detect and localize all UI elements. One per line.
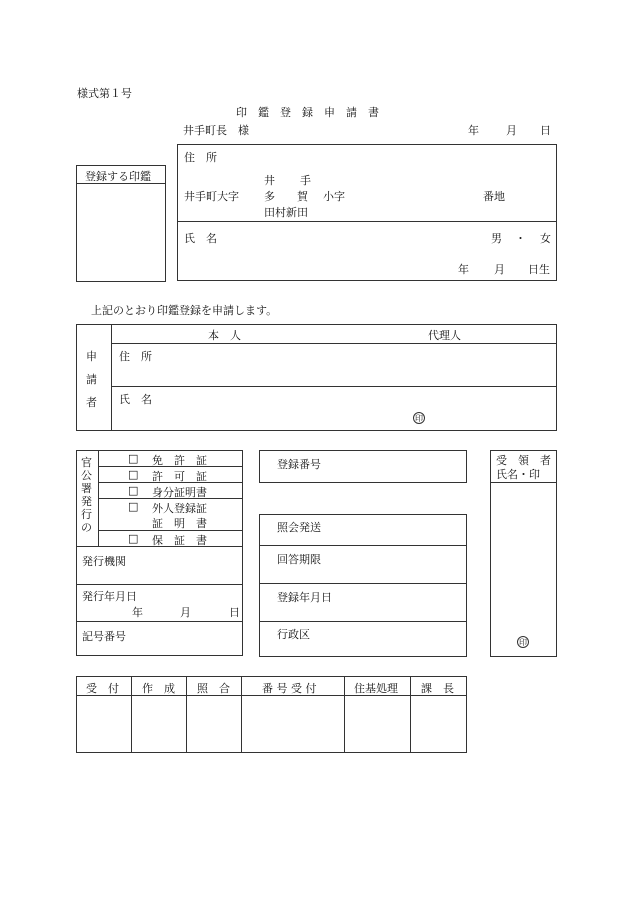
id-side-char: 公 [81,469,92,482]
col-section-chief: 課 長 [421,682,454,695]
divider [131,676,132,753]
col-verification: 照 合 [197,682,230,695]
option-id-card: 身分証明書 [152,486,207,499]
recipient-seal-icon: 印 [519,638,527,647]
divider [111,343,557,344]
ide-bottom: 手 [300,174,311,187]
divider [111,386,557,387]
checkbox-guarantee[interactable]: □ [128,532,139,545]
option-certificate: 証 明 書 [152,517,207,530]
date-year: 年 [468,124,479,137]
divider [259,621,467,622]
option-license: 免 許 証 [152,454,207,467]
applicant-table [76,324,557,431]
divider [259,545,467,546]
divider [186,676,187,753]
id-side-char: 発 [81,495,92,508]
address-label: 住 所 [184,151,217,164]
divider [259,583,467,584]
sex-dot: ・ [515,232,526,245]
taga: 多 賀 [264,190,308,203]
form-number: 様式第１号 [77,87,132,100]
applicant-side-1: 申 [86,350,97,363]
checkbox-alien-reg[interactable]: □ [128,500,139,513]
divider [76,621,243,622]
applicant-address-label: 住 所 [119,350,152,363]
serial-label: 記号番号 [82,630,126,643]
birth-year: 年 [458,263,469,276]
applicant-side-3: 者 [86,396,97,409]
issue-date-label: 発行年月日 [82,590,137,603]
sex-male[interactable]: 男 [491,232,502,245]
name-label: 氏 名 [184,232,217,245]
inquiry-sent-label: 照会発送 [277,521,321,534]
date-month: 月 [506,124,517,137]
checkbox-permit[interactable]: □ [128,468,139,481]
district-label: 行政区 [277,628,310,641]
option-alien-reg: 外人登録証 [152,502,207,515]
addressee: 井手町長 様 [183,124,249,137]
divider [177,221,557,222]
checkbox-id-card[interactable]: □ [128,484,139,497]
recipient-line2: 氏名・印 [496,468,540,481]
issue-month: 月 [180,606,191,619]
divider [76,584,243,585]
koaza: 小字 [323,190,345,203]
recipient-line1: 受 領 者 [496,454,551,467]
birth-day: 日生 [528,263,550,276]
reply-deadline-label: 回答期限 [277,553,321,566]
id-side-label [81,456,92,534]
issue-day: 日 [229,606,240,619]
applicant-name-label: 氏 名 [119,393,152,406]
statement: 上記のとおり印鑑登録を申請します。 [91,304,278,317]
option-permit: 許 可 証 [152,470,207,483]
col-registry-processing: 住基処理 [354,682,398,695]
reg-date-label: 登録年月日 [277,591,332,604]
sex-female[interactable]: 女 [540,232,551,245]
divider [111,324,112,431]
seal-box-label: 登録する印鑑 [85,170,151,183]
col-reception: 受 付 [86,682,119,695]
divider [241,676,242,753]
ide-top: 井 [264,174,275,187]
issuer-label: 発行機関 [82,555,126,568]
tamura: 田村新田 [264,206,308,219]
col-agent: 代理人 [428,329,461,342]
id-side-char: 行 [81,508,92,521]
id-side-char: 官 [81,456,92,469]
applicant-side-2: 請 [86,373,97,386]
date-day: 日 [540,124,551,137]
town-name: 井手町大字 [184,190,239,203]
option-guarantee: 保 証 書 [152,534,207,547]
id-side-char: 署 [81,482,92,495]
form-title: 印 鑑 登 録 申 請 書 [236,106,379,119]
reg-number-label: 登録番号 [277,458,321,471]
divider [344,676,345,753]
col-number-reception: 番 号 受 付 [262,682,317,695]
checkbox-license[interactable]: □ [128,452,139,465]
col-self: 本 人 [208,329,241,342]
birth-month: 月 [494,263,505,276]
banchi: 番地 [483,190,505,203]
divider [490,482,557,483]
issue-year: 年 [132,606,143,619]
seal-mark-icon: 印 [415,414,423,423]
divider [410,676,411,753]
id-side-char: の [81,521,92,534]
col-creation: 作 成 [142,682,175,695]
